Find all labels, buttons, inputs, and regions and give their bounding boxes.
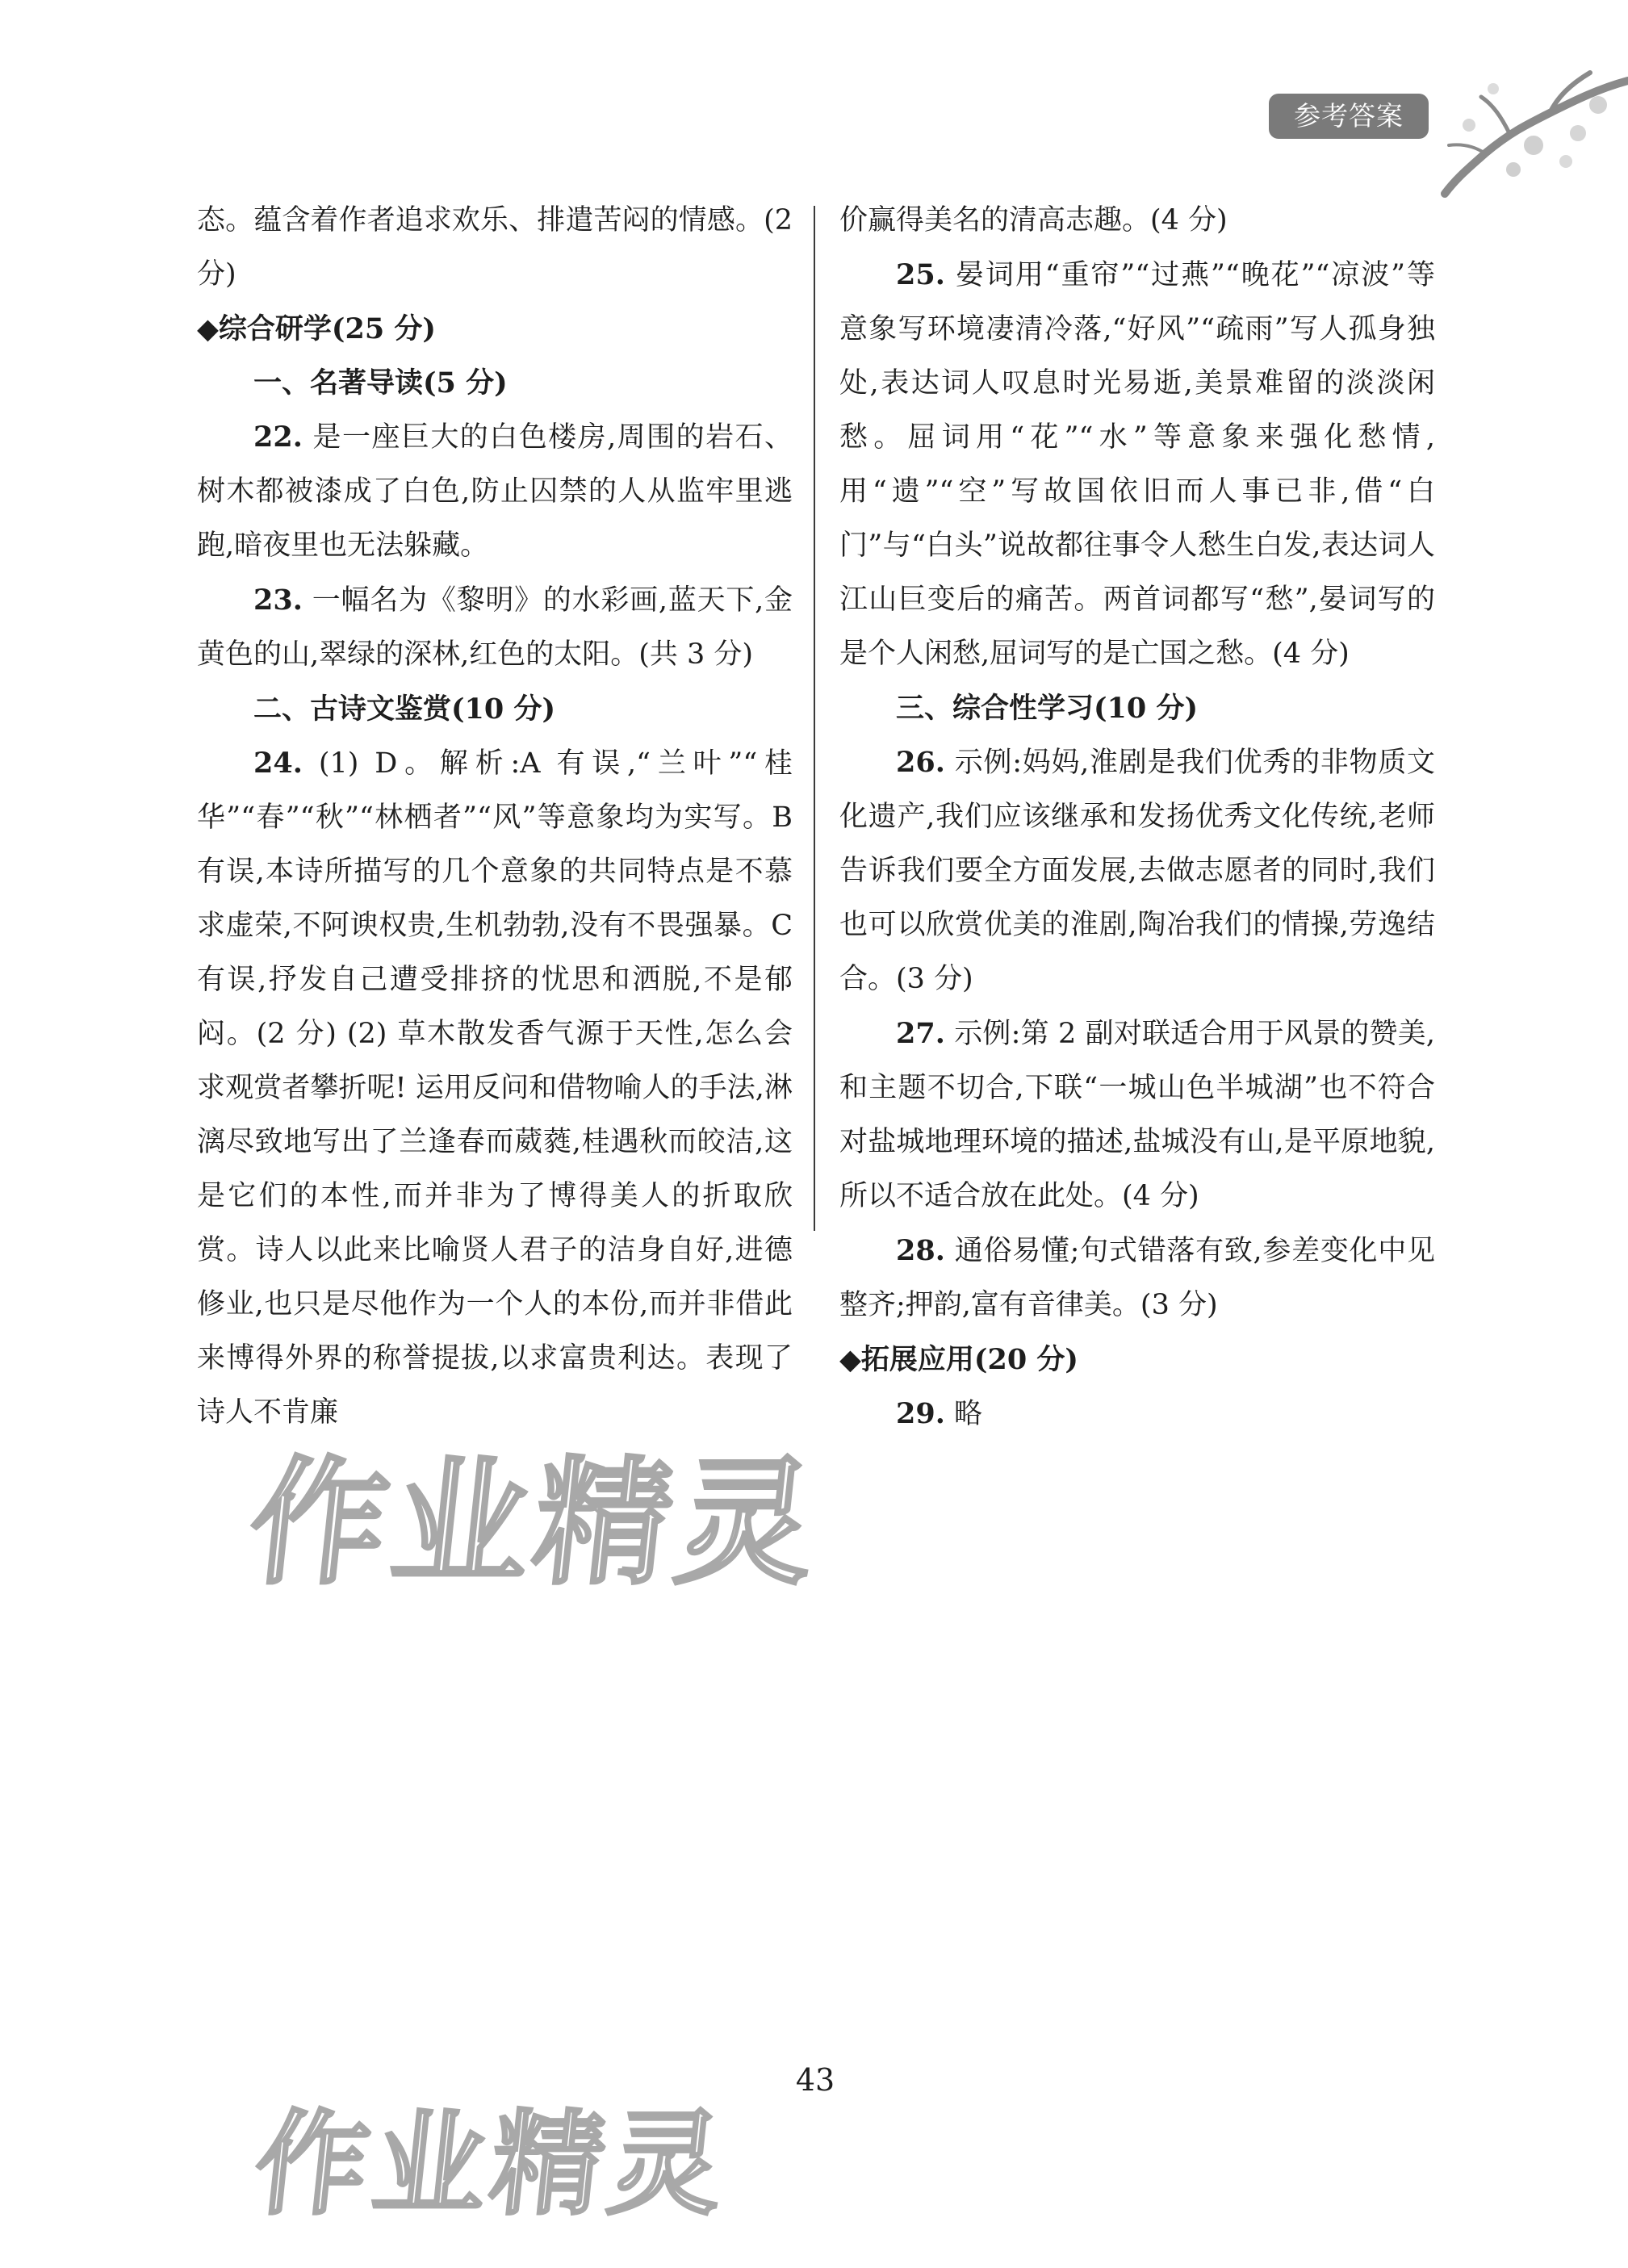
question-23 [197, 573, 793, 682]
question-26 [839, 735, 1435, 1006]
paragraph-continuation: 态。蕴含着作者追求欢乐、排遣苦闷的情感。(2 分) [197, 204, 793, 291]
left-column [197, 194, 793, 1440]
question-number: 28. [896, 1234, 945, 1267]
answer-text: 示例:第 2 副对联适合用于风景的赞美,和主题不切合,下联“一城山色半城湖”也不符合对盐城地理环境的描述,盐城没有山,是平原地貌,所以不适合放在此处。(4 分) [839, 1018, 1435, 1212]
paragraph-continuation: 价赢得美名的清高志趣。(4 分) [839, 204, 1228, 236]
question-number: 29. [896, 1397, 945, 1430]
watermark-logo: 作业精灵 [241, 1444, 827, 1604]
subheading-poetry: 二、古诗文鉴赏(10 分) [253, 693, 556, 726]
question-number: 25. [896, 258, 945, 291]
question-29 [839, 1387, 1435, 1442]
watermark-logo: 作业精灵 [249, 2099, 734, 2231]
answer-key-badge: 参考答案 [1269, 94, 1429, 139]
question-number: 26. [896, 746, 945, 779]
plum-blossom-branch-icon [1437, 56, 1628, 202]
question-28 [839, 1224, 1435, 1333]
question-number: 22. [253, 421, 303, 454]
answer-text: 是一座巨大的白色楼房,周围的岩石、树木都被漆成了白色,防止囚禁的人从监牢里逃跑,暗夜里也无法躲藏。 [197, 421, 793, 562]
answer-text: 一幅名为《黎明》的水彩画,蓝天下,金黄色的山,翠绿的深林,红色的太阳。(共 3 分) [197, 584, 793, 671]
question-number: 23. [253, 584, 303, 617]
answer-text: 略 [944, 1398, 983, 1430]
section-heading-extension: ◆拓展应用(20 分) [839, 1343, 1078, 1376]
subheading-integrated-learning: 三、综合性学习(10 分) [896, 692, 1199, 725]
column-divider [814, 206, 815, 1231]
question-25 [839, 248, 1435, 681]
answer-text: 示例:妈妈,淮剧是我们优秀的非物质文化遗产,我们应该继承和发扬优秀文化传统,老师告诉我们要全方面发展,去做志愿者的同时,我们也可以欣赏优美的淮剧,陶冶我们的情操,劳逸结合。(3 分) [839, 747, 1435, 995]
question-number: 27. [896, 1017, 945, 1050]
question-27 [839, 1006, 1435, 1224]
answer-text: 晏词用“重帘”“过燕”“晚花”“凉波”等意象写环境凄清冷落,“好风”“疏雨”写人孤身独处,表达词人叹息时光易逝,美景难留的淡淡闲愁。屈词用“花”“水”等意象来强化愁情,用“遗”“空”写故国依旧而人事已非,借“白门”与“白头”说故都往事令人愁生白发,表达词人江山巨变后的痛苦。两首词都写“愁”,晏词写的是个人闲愁,屈词写的是亡国之愁。(4 分) [839, 259, 1435, 670]
section-heading-comprehensive: ◆综合研学(25 分) [197, 312, 436, 345]
right-column [839, 194, 1435, 1442]
question-22 [197, 410, 793, 573]
page-number: 43 [795, 2062, 835, 2098]
answer-text: (1) D。解析:A 有误,“兰叶”“桂华”“春”“秋”“林栖者”“风”等意象均为实写。B 有误,本诗所描写的几个意象的共同特点是不慕求虚荣,不阿谀权贵,生机勃勃,没有不畏强暴。C 有误,抒发自己遭受排挤的忧思和洒脱,不是郁闷。(2 分) (2) 草木散发香气源于天性,怎么会求观赏者攀折呢! 运用反问和借物喻人的手法,淋漓尽致地写出了兰逢春而葳蕤,桂遇秋而皎洁,这是它们的本性,而并非为了博得美人的折取欣赏。诗人以此来比喻贤人君子的洁身自好,进德修业,也只是尽他作为一个人的本份,而并非借此来博得外界的称誉提拔,以求富贵利达。表现了诗人不肯廉 [197, 747, 793, 1429]
answer-text: 通俗易懂;句式错落有致,参差变化中见整齐;押韵,富有音律美。(3 分) [839, 1235, 1435, 1321]
question-24 [197, 736, 793, 1440]
subheading-classics: 一、名著导读(5 分) [253, 366, 508, 400]
question-number: 24. [253, 747, 303, 780]
